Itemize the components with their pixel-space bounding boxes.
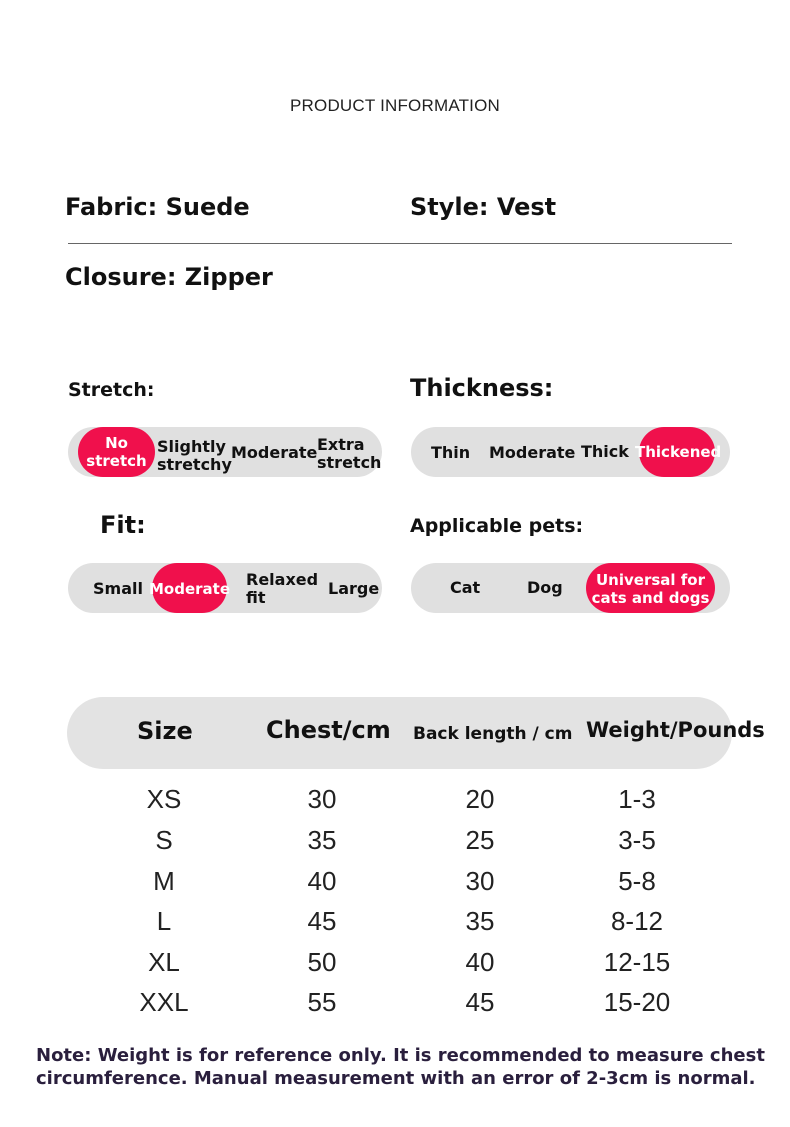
cell-chest: 45 bbox=[307, 906, 337, 936]
table-row bbox=[0, 825, 790, 855]
fabric-label: Fabric: Suede bbox=[65, 193, 250, 221]
stretch-label: Stretch: bbox=[68, 379, 155, 401]
fit-selected-label: Moderate bbox=[148, 580, 230, 598]
fit-option-large[interactable]: Large bbox=[328, 579, 380, 598]
pets-option-cat[interactable]: Cat bbox=[450, 578, 481, 597]
note-line-1: Note: Weight is for reference only. It is recommended to measure chest bbox=[36, 1045, 765, 1066]
style-label: Style: Vest bbox=[410, 193, 557, 221]
cell-chest: 30 bbox=[307, 784, 337, 814]
pets-selector bbox=[411, 563, 730, 613]
cell-size: XXL bbox=[139, 987, 189, 1017]
cell-weight: 1-3 bbox=[618, 784, 656, 814]
thickness-selector bbox=[411, 427, 730, 477]
cell-weight: 3-5 bbox=[618, 825, 656, 855]
closure-label: Closure: Zipper bbox=[65, 263, 273, 291]
cell-back-length: 40 bbox=[465, 947, 495, 977]
stretch-selector bbox=[68, 427, 382, 477]
measurement-note bbox=[36, 1044, 766, 1090]
header-size: Size bbox=[137, 717, 193, 745]
fit-option-relaxed[interactable]: Relaxed fit bbox=[246, 570, 319, 607]
cell-size: XL bbox=[148, 947, 180, 977]
thickness-selected-label: Thickened bbox=[635, 443, 722, 461]
cell-chest: 50 bbox=[307, 947, 337, 977]
cell-chest: 55 bbox=[307, 987, 337, 1017]
size-table-header bbox=[67, 697, 765, 769]
cell-size: XS bbox=[146, 784, 182, 814]
stretch-option-moderate[interactable]: Moderate bbox=[231, 443, 318, 462]
table-row bbox=[0, 987, 790, 1017]
cell-back-length: 45 bbox=[465, 987, 495, 1017]
cell-weight: 12-15 bbox=[603, 947, 671, 977]
cell-back-length: 35 bbox=[465, 906, 495, 936]
fit-selector bbox=[68, 563, 382, 613]
divider bbox=[68, 243, 732, 244]
cell-size: L bbox=[156, 906, 172, 936]
fit-label: Fit: bbox=[100, 511, 146, 539]
header-chest: Chest/cm bbox=[266, 716, 391, 744]
page-title: PRODUCT INFORMATION bbox=[290, 96, 500, 115]
pets-label: Applicable pets: bbox=[410, 515, 584, 537]
cell-weight: 8-12 bbox=[610, 906, 664, 936]
pets-option-dog[interactable]: Dog bbox=[527, 578, 563, 597]
thickness-option-thin[interactable]: Thin bbox=[431, 443, 471, 462]
pets-selected-label: Universal for cats and dogs bbox=[591, 571, 710, 607]
cell-back-length: 20 bbox=[465, 784, 495, 814]
thickness-label: Thickness: bbox=[410, 374, 554, 402]
thickness-option-thick[interactable]: Thick bbox=[581, 442, 629, 461]
cell-back-length: 30 bbox=[465, 866, 495, 896]
table-row bbox=[0, 866, 790, 896]
thickness-option-moderate[interactable]: Moderate bbox=[489, 443, 576, 462]
cell-back-length: 25 bbox=[465, 825, 495, 855]
note-line-2: circumference. Manual measurement with an error of 2-3cm is normal. bbox=[36, 1068, 756, 1089]
cell-weight: 5-8 bbox=[618, 866, 656, 896]
stretch-selected-label: No stretch bbox=[86, 434, 147, 470]
stretch-option-slightly[interactable]: Slightly stretchy bbox=[157, 437, 232, 474]
cell-size: M bbox=[153, 866, 175, 896]
header-weight: Weight/Pounds bbox=[586, 718, 765, 742]
cell-weight: 15-20 bbox=[603, 987, 671, 1017]
fit-option-small[interactable]: Small bbox=[93, 579, 143, 598]
table-row bbox=[0, 784, 790, 814]
cell-chest: 35 bbox=[307, 825, 337, 855]
cell-chest: 40 bbox=[307, 866, 337, 896]
cell-size: S bbox=[155, 825, 173, 855]
header-back-length: Back length / cm bbox=[413, 724, 573, 744]
stretch-option-extra[interactable]: Extra stretch bbox=[317, 435, 382, 472]
table-row bbox=[0, 906, 790, 936]
table-row bbox=[0, 947, 790, 977]
